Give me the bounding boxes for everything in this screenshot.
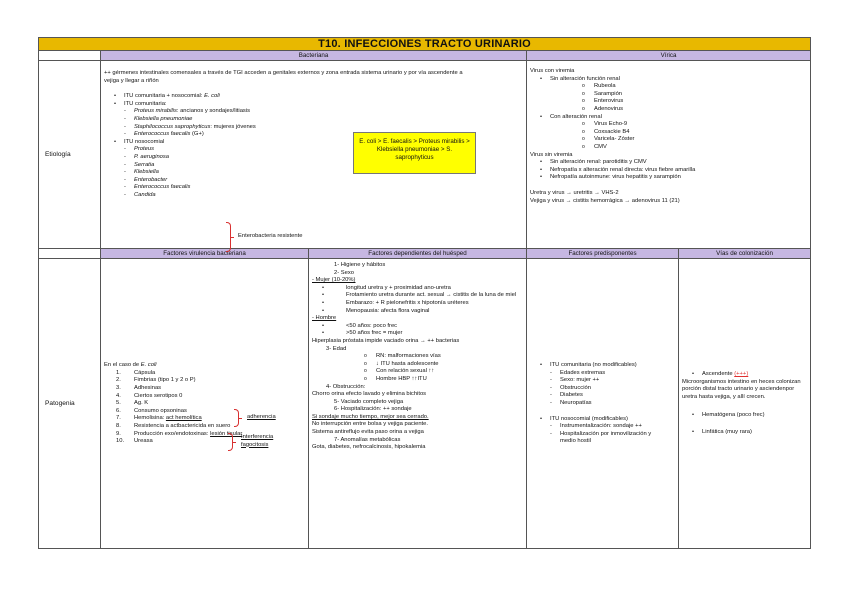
predisponentes-cell (527, 259, 679, 549)
virica-cell (527, 61, 811, 249)
list-item: - Klebsiella (104, 169, 523, 177)
virulencia-intro: En el caso de E. coli (104, 362, 157, 369)
interferencia-brace (228, 433, 233, 451)
bacteriana-list (104, 93, 523, 108)
list-item: • ITU comunitaria (no modificables) (530, 362, 675, 370)
blank-corner-2 (39, 249, 101, 259)
list-item: • >50 años frec = mujer (312, 330, 523, 338)
vias-list-3 (682, 429, 807, 437)
hiperplasia-text: Hiperplasia próstata impide vaciado orina → ++ bacterias (312, 337, 460, 344)
list-item: - P. aeruginosa (104, 154, 523, 162)
list-item: - Enterococcus faecalis (104, 184, 523, 192)
gota-text: Gota, diabetes, nefrocalcinosis, hipokalemia (312, 444, 426, 451)
list-item: 2. Fimbrias (tipo 1 y 2 o P) (116, 377, 196, 384)
list-item: • ITU nosocomial (modificables) (530, 416, 675, 424)
vias-list-2 (682, 412, 807, 420)
summary-table (38, 37, 811, 549)
list-item: o Con relación sexual ↑↑ (312, 368, 523, 376)
list-item: - Hospitalización por inmovilización y medio hostil (530, 431, 675, 446)
sistema-text: Sistema antireflujo evita paso orina a vejiga (312, 429, 424, 436)
enterobacteria-label: Enterobacteria resistente (238, 233, 303, 239)
list-item: o Coxsackie B4 (530, 129, 807, 137)
list-item: o Varicela- Zóster (530, 136, 807, 144)
list-item: • Linfática (muy rara) (682, 429, 807, 437)
chorro-text: Chorro orina efecto lavado y elimina bichitos (312, 391, 427, 398)
blank-corner (39, 51, 101, 61)
edad-label: 3- Edad (326, 345, 347, 352)
list-item: • Frotamiento uretra durante act. sexual → cistitis de la luna de miel (312, 292, 523, 300)
list-item: o RN: malformaciones vías (312, 353, 523, 361)
list-item: o ↓ ITU hasta adolescente (312, 361, 523, 369)
list-item: o Adenovirus (530, 106, 807, 114)
hombre-label: - Hombre (312, 315, 337, 322)
list-item: - Diabetes (530, 392, 675, 400)
list-item: - Enterococcus faecalis (G+) (104, 131, 523, 139)
list-item: - Klebsiella pneumoniae (104, 116, 523, 124)
list-item: 7. Hemolisina: act hemolítica (116, 415, 202, 422)
header-virulencia: Factores virulencia bacteriana (101, 249, 309, 259)
predisponentes-list-2 (530, 416, 675, 424)
list-item: 10. Ureasa (116, 438, 153, 445)
con-viremia-label: Virus con viremia (530, 68, 575, 74)
list-item: - Staphilococcus saprophyticus: mujeres jóvenes (104, 124, 523, 132)
list-item: 5. Ag. K (116, 400, 149, 407)
comunitaria-sublist-2 (530, 370, 675, 408)
list-item: 6. Consumo opsoninas (116, 407, 187, 414)
list-item: - Enterobacter (104, 177, 523, 185)
huesped-cell (309, 259, 527, 549)
row-label-patogenia: Patogenia (39, 259, 101, 549)
list-item: • Embarazo: + R pielonefritis x hipotonía uréteres (312, 300, 523, 308)
mujer-list (312, 285, 523, 315)
list-item: - Proteus (104, 146, 523, 154)
list-item: • Nefropatía autoinmune: virus hepatitis y sarampión (530, 174, 807, 182)
row-label-etiologia: Etiología (39, 61, 101, 249)
list-item: o CMV (530, 144, 807, 152)
list-item: o Enterovirus (530, 98, 807, 106)
adherencia-label: adherencia (247, 414, 276, 420)
huesped-line: 2- Sexo (334, 269, 354, 276)
sin-viremia-label: Virus sin viremia (530, 151, 573, 158)
list-item: • Hematógena (poco frec) (682, 412, 807, 420)
frequency-callout: E. coli > E. faecalis > Proteus mirabilis > Klebsiella pneumoniae > S. saprophyticus (353, 132, 476, 174)
list-item: • ITU nosocomial (104, 139, 523, 147)
list-item: o Sarampión (530, 91, 807, 99)
summary-sheet (38, 37, 810, 549)
viremia-list (530, 76, 807, 84)
list-item: • Con alteración renal (530, 114, 807, 122)
sin-viremia-list (530, 159, 807, 182)
list-item: 8. Resistencia a actbactericida en suero (116, 422, 231, 429)
predisponentes-list (530, 362, 675, 370)
list-item: 1. Cápsula (116, 369, 156, 376)
vaciado-label: 5- Vaciado completo vejiga (334, 398, 404, 405)
nosocomial-sublist-2 (530, 423, 675, 446)
list-item: • Nefropatía x alteración renal directa: virus fiebre amarilla (530, 167, 807, 175)
virulencia-cell (101, 259, 309, 549)
sin-alteracion-list (530, 83, 807, 113)
list-item: 9. Producción exo/endotoxinas: lesión tisular (116, 430, 243, 437)
vias-cell (679, 259, 811, 549)
list-item: • Menopausia: afecta flora vaginal (312, 308, 523, 316)
list-item: - Proteus mirabilis: ancianos y sondajes/litiasis (104, 108, 523, 116)
list-item: 4. Ciertos serotipos 0 (116, 392, 183, 399)
mujer-label: - Mujer (10-20%) (312, 277, 356, 284)
header-virica: Vírica (527, 51, 811, 61)
bacteriana-intro: ++ gérmenes intestinales comensales a través de TGI acceden a genitales externos y zona entrada sistema urinario y por vía ascendente a vejiga y llegar a riñón (104, 70, 463, 84)
obstruccion-label: 4- Obstrucción: (326, 383, 366, 390)
virica-footer-1: Uretra y virus → uretritis → VHS-2 (530, 189, 619, 196)
hospitalizacion-label: 6- Hospitalización: ++ sondaje (334, 406, 412, 413)
header-predisponentes: Factores predisponentes (527, 249, 679, 259)
anomalias-label: 7- Anomalías metabólicas (334, 436, 401, 443)
header-bacteriana: Bacteriana (101, 51, 527, 61)
list-item: • Ascendente (+++) (682, 371, 807, 379)
list-item: - Sexo: mujer ++ (530, 377, 675, 385)
interrupcion-text: No interrupción entre bolsa y vejiga paciente. (312, 421, 429, 428)
page-title: T10. INFECCIONES TRACTO URINARIO (39, 38, 811, 51)
list-item: - Obstrucción (530, 385, 675, 393)
huesped-line: 1- Higiene y hábitos (334, 262, 386, 268)
list-item: o Rubeola (530, 83, 807, 91)
list-item: • <50 años: poco frec (312, 323, 523, 331)
list-item: • Sin alteración renal: parotiditis y CMV (530, 159, 807, 167)
ascendente-desc: Microorganismos intestino en heces colonizan porción distal tracto urinario y asciendenpor uretra hasta vejiga, y allí crecen. (682, 378, 801, 400)
list-item: o Virus Echo-9 (530, 121, 807, 129)
list-item: • ITU comunitaria + nosocomial: E. coli (104, 93, 523, 101)
list-item: - Instrumentalización: sondaje ++ (530, 423, 675, 431)
list-item: - Edades extremas (530, 370, 675, 378)
sondaje-text: Si sondaje mucho tiempo, mejor sea cerrado. (312, 413, 429, 420)
list-item: - Candida (104, 192, 523, 200)
viremia-list-2 (530, 114, 807, 122)
edad-list (312, 353, 523, 383)
list-item: • longitud uretra y + proximidad ano-uretra (312, 285, 523, 293)
vias-list (682, 371, 807, 379)
interferencia-label: Interferencia fagocitosis (241, 434, 274, 448)
header-huesped: Factores dependientes del huésped (309, 249, 527, 259)
enterobacteria-brace (226, 222, 231, 252)
header-vias: Vías de colonización (679, 249, 811, 259)
list-item: - Serratia (104, 162, 523, 170)
virica-footer-2: Vejiga y virus → cistitis hemorrágica → adenovirus 11 (21) (530, 197, 680, 204)
con-alteracion-list (530, 121, 807, 151)
list-item: - Neuropatías (530, 400, 675, 408)
adherencia-brace (234, 409, 239, 427)
hombre-list (312, 323, 523, 338)
list-item: • Sin alteración función renal (530, 76, 807, 84)
list-item: o Hombre HBP ↑↑ITU (312, 376, 523, 384)
list-item: • ITU comunitaria: (104, 101, 523, 109)
list-item: 3. Adhesinas (116, 385, 162, 392)
